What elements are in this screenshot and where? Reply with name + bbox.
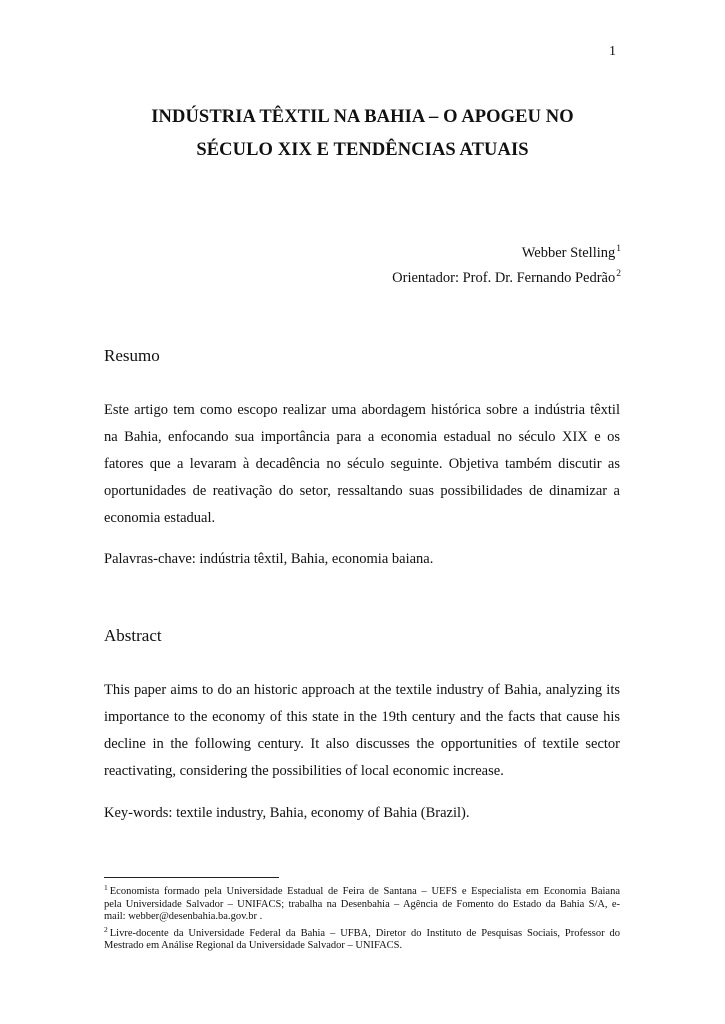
- abstract-heading: Abstract: [104, 626, 162, 645]
- resumo-line: economia estadual.: [104, 510, 216, 526]
- paper-title: [60, 101, 665, 167]
- footnote-2-text: Livre-docente da Universidade Federal da Bahia – UFBA, Diretor do Instituto de Pesquisas Sociais, Professor do: [109, 927, 620, 939]
- key-words: Key-words: textile industry, Bahia, economy of Bahia (Brazil).: [104, 805, 470, 821]
- resumo-paragraph: [104, 401, 620, 536]
- abstract-line: importance to the economy of this state in the 19th century and the facts that cause his: [104, 709, 620, 725]
- resumo-heading: Resumo: [104, 346, 160, 365]
- footnote-2-line: [104, 924, 620, 941]
- advisor-name: Orientador: Prof. Dr. Fernando Pedrão: [392, 270, 616, 286]
- author-name: Webber Stelling: [521, 245, 616, 261]
- footnote-2-mark: 2: [104, 924, 108, 934]
- resumo-line: na Bahia, enfocando sua importância para a economia estadual no século XIX e os: [104, 429, 620, 445]
- palavras-chave: Palavras-chave: indústria têxtil, Bahia, economia baiana.: [104, 551, 434, 567]
- footnote-2-line: Mestrado em Análise Regional da Universidade Salvador – UNIFACS.: [104, 940, 403, 951]
- abstract-line: This paper aims to do an historic approach at the textile industry of Bahia, analyzing its: [104, 682, 620, 698]
- author-footnote-ref: 1: [616, 244, 621, 254]
- footnote-1-line: [104, 882, 620, 899]
- resumo-line: Este artigo tem como escopo realizar uma abordagem histórica sobre a indústria têxtil: [104, 402, 620, 418]
- abstract-line: decline in the following century. It also discusses the opportunities of textile sector: [104, 736, 620, 752]
- title-line-2: SÉCULO XIX E TENDÊNCIAS ATUAIS: [196, 140, 529, 160]
- advisor-line: [392, 269, 621, 287]
- footnotes: [104, 882, 620, 953]
- advisor-footnote-ref: 2: [616, 269, 621, 279]
- abstract-line: reactivating, considering the possibilities of local economic increase.: [104, 763, 504, 779]
- footnote-1-line: pela Universidade Salvador – UNIFACS; trabalha na Desenbahia – Agência de Fomento do Estado da Bahia S/A, e-: [104, 898, 620, 910]
- footnote-divider: [104, 877, 279, 878]
- footnote-1-mark: 1: [104, 883, 108, 892]
- abstract-paragraph: [104, 681, 620, 789]
- page-number: 1: [609, 44, 616, 59]
- footnote-1-line: mail: webber@desenbahia.ba.gov.br .: [104, 911, 263, 922]
- resumo-line: fatores que a levaram à decadência no século seguinte. Objetiva também discutir as: [104, 456, 620, 472]
- resumo-line: oportunidades de reativação do setor, ressaltando suas possibilidades de dinamizar a: [104, 483, 620, 499]
- title-line-1: INDÚSTRIA TÊXTIL NA BAHIA – O APOGEU NO: [151, 107, 574, 127]
- footnote-1-text: Economista formado pela Universidade Estadual de Feira de Santana – UEFS e Especialista em Economia Baiana: [109, 886, 620, 897]
- author-line: [522, 244, 621, 262]
